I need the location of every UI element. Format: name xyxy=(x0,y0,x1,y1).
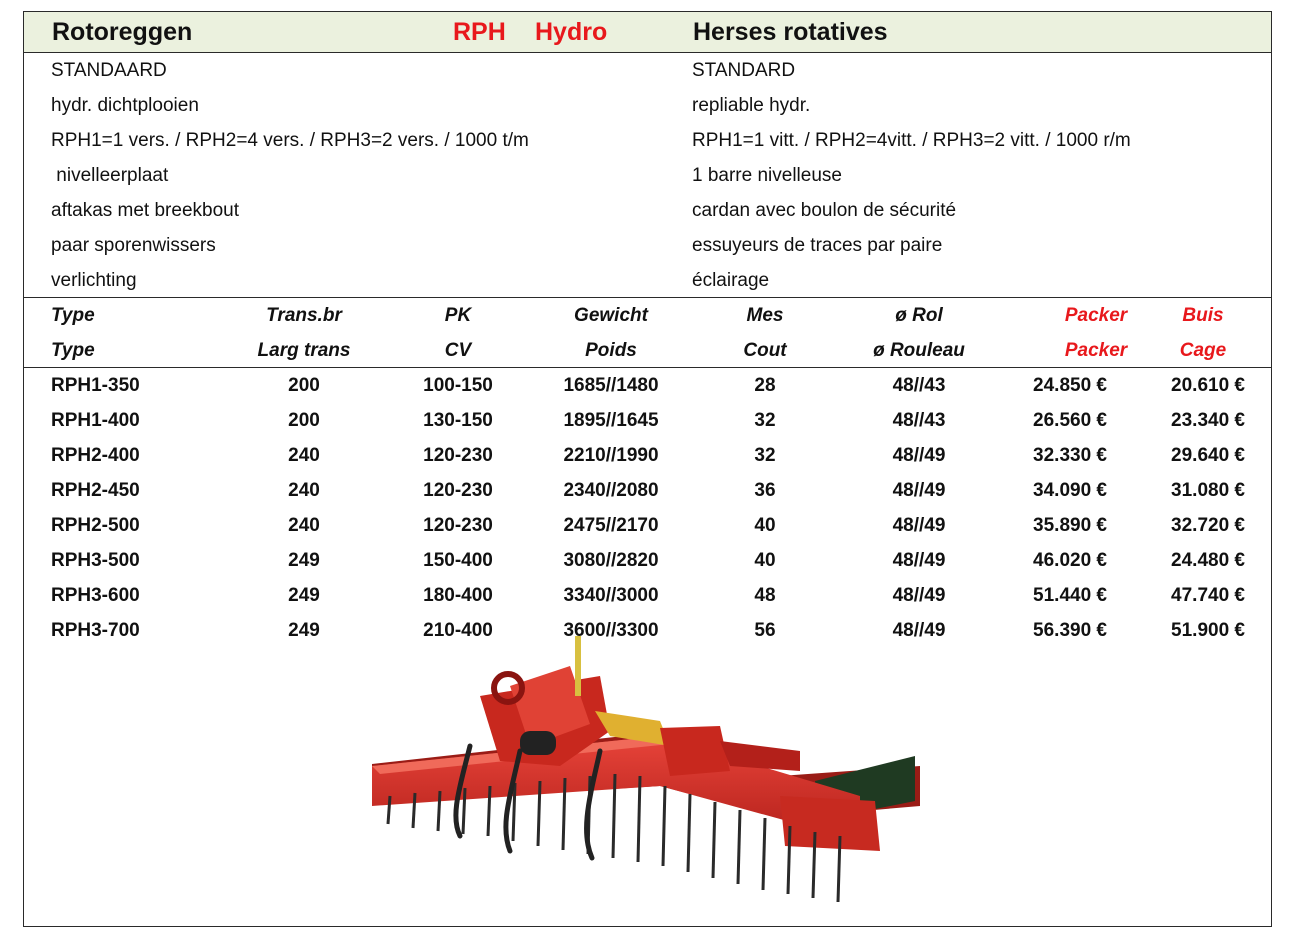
table-cell: 2340//2080 xyxy=(563,480,659,501)
table-cell: 29.640 € xyxy=(1171,445,1245,466)
table-row-model: RPH3-600 xyxy=(51,585,140,606)
spec-line-nl: nivelleerplaat xyxy=(51,165,169,186)
table-cell: 48//49 xyxy=(892,480,946,501)
table-cell: 130-150 xyxy=(423,410,493,431)
table-row-model: RPH1-350 xyxy=(51,375,140,396)
table-cell: 34.090 € xyxy=(1033,480,1107,501)
table-row-model: RPH3-700 xyxy=(51,620,140,641)
column-header: Buis xyxy=(1182,305,1224,326)
table-cell: 48//49 xyxy=(892,550,946,571)
column-header-fr: Cout xyxy=(743,340,787,361)
column-header-fr: Larg trans xyxy=(257,340,351,361)
column-header: Packer xyxy=(1064,305,1128,326)
table-cell: 32.330 € xyxy=(1033,445,1107,466)
spec-line-nl: hydr. dichtplooien xyxy=(51,95,199,116)
table-cell: 249 xyxy=(288,620,320,641)
table-row-model: RPH2-450 xyxy=(51,480,140,501)
table-cell: 1685//1480 xyxy=(563,375,659,396)
column-header-fr: Poids xyxy=(585,340,637,361)
table-cell: 56.390 € xyxy=(1033,620,1107,641)
table-cell: 51.440 € xyxy=(1033,585,1107,606)
table-cell: 48//49 xyxy=(892,515,946,536)
column-header: Trans.br xyxy=(266,305,342,326)
spec-line-fr: RPH1=1 vitt. / RPH2=4vitt. / RPH3=2 vitt. / 1000 r/m xyxy=(692,130,1131,151)
table-row-model: RPH3-500 xyxy=(51,550,140,571)
table-row-model: RPH2-500 xyxy=(51,515,140,536)
table-cell: 26.560 € xyxy=(1033,410,1107,431)
table-cell: 200 xyxy=(288,375,320,396)
spec-line-nl: RPH1=1 vers. / RPH2=4 vers. / RPH3=2 vers. / 1000 t/m xyxy=(51,130,529,151)
table-cell: 120-230 xyxy=(423,480,493,501)
table-cell: 48//49 xyxy=(892,620,946,641)
spec-line-fr: STANDARD xyxy=(692,60,796,81)
title-bar xyxy=(24,12,1271,53)
table-cell: 120-230 xyxy=(423,515,493,536)
table-cell: 48 xyxy=(754,585,776,606)
column-header: ø Rol xyxy=(895,305,943,326)
table-cell: 200 xyxy=(288,410,320,431)
model-variant: Hydro xyxy=(535,18,608,46)
table-cell: 24.480 € xyxy=(1171,550,1245,571)
table-cell: 40 xyxy=(754,550,776,571)
divider-table-header xyxy=(24,367,1271,368)
table-cell: 240 xyxy=(288,445,320,466)
table-cell: 3340//3000 xyxy=(563,585,659,606)
table-cell: 48//43 xyxy=(892,375,946,396)
table-cell: 100-150 xyxy=(423,375,493,396)
table-cell: 1895//1645 xyxy=(563,410,659,431)
table-row-model: RPH1-400 xyxy=(51,410,140,431)
table-cell: 48//43 xyxy=(892,410,946,431)
rotary-harrow-machine-icon xyxy=(360,636,920,906)
spec-line-nl: verlichting xyxy=(51,270,137,291)
table-cell: 210-400 xyxy=(423,620,493,641)
spec-line-fr: cardan avec boulon de sécurité xyxy=(692,200,957,221)
table-cell: 3600//3300 xyxy=(563,620,659,641)
table-cell: 24.850 € xyxy=(1033,375,1107,396)
table-cell: 180-400 xyxy=(423,585,493,606)
spec-line-nl: paar sporenwissers xyxy=(51,235,216,256)
divider-specs xyxy=(24,297,1271,298)
column-header: Mes xyxy=(746,305,784,326)
table-cell: 35.890 € xyxy=(1033,515,1107,536)
column-header: Gewicht xyxy=(574,305,648,326)
column-header-fr: Packer xyxy=(1064,340,1128,361)
table-cell: 46.020 € xyxy=(1033,550,1107,571)
table-cell: 56 xyxy=(754,620,776,641)
spec-line-fr: 1 barre nivelleuse xyxy=(692,165,842,186)
column-header: PK xyxy=(444,305,472,326)
table-cell: 32.720 € xyxy=(1171,515,1245,536)
title-french: Herses rotatives xyxy=(693,18,888,46)
table-cell: 32 xyxy=(754,445,776,466)
table-cell: 2210//1990 xyxy=(563,445,659,466)
title-dutch: Rotoreggen xyxy=(52,18,193,46)
column-header-fr: Type xyxy=(51,340,95,361)
spec-line-nl: aftakas met breekbout xyxy=(51,200,239,221)
table-cell: 249 xyxy=(288,585,320,606)
table-cell: 240 xyxy=(288,515,320,536)
column-header: Type xyxy=(51,305,95,326)
table-cell: 2475//2170 xyxy=(563,515,659,536)
table-cell: 150-400 xyxy=(423,550,493,571)
table-cell: 249 xyxy=(288,550,320,571)
table-cell: 3080//2820 xyxy=(563,550,659,571)
table-cell: 48//49 xyxy=(892,445,946,466)
table-cell: 31.080 € xyxy=(1171,480,1245,501)
table-cell: 23.340 € xyxy=(1171,410,1245,431)
spec-line-fr: éclairage xyxy=(692,270,770,291)
table-cell: 240 xyxy=(288,480,320,501)
table-cell: 32 xyxy=(754,410,776,431)
column-header-fr: Cage xyxy=(1179,340,1227,361)
model-name: RPH xyxy=(453,18,506,46)
table-cell: 48//49 xyxy=(892,585,946,606)
table-cell: 51.900 € xyxy=(1171,620,1245,641)
spec-line-fr: essuyeurs de traces par paire xyxy=(692,235,943,256)
column-header-fr: CV xyxy=(444,340,472,361)
table-cell: 40 xyxy=(754,515,776,536)
table-cell: 28 xyxy=(754,375,776,396)
table-row-model: RPH2-400 xyxy=(51,445,140,466)
table-cell: 120-230 xyxy=(423,445,493,466)
table-cell: 20.610 € xyxy=(1171,375,1245,396)
spec-line-fr: repliable hydr. xyxy=(692,95,811,116)
table-cell: 47.740 € xyxy=(1171,585,1245,606)
column-header-fr: ø Rouleau xyxy=(873,340,965,361)
spec-line-nl: STANDAARD xyxy=(51,60,167,81)
table-cell: 36 xyxy=(754,480,776,501)
